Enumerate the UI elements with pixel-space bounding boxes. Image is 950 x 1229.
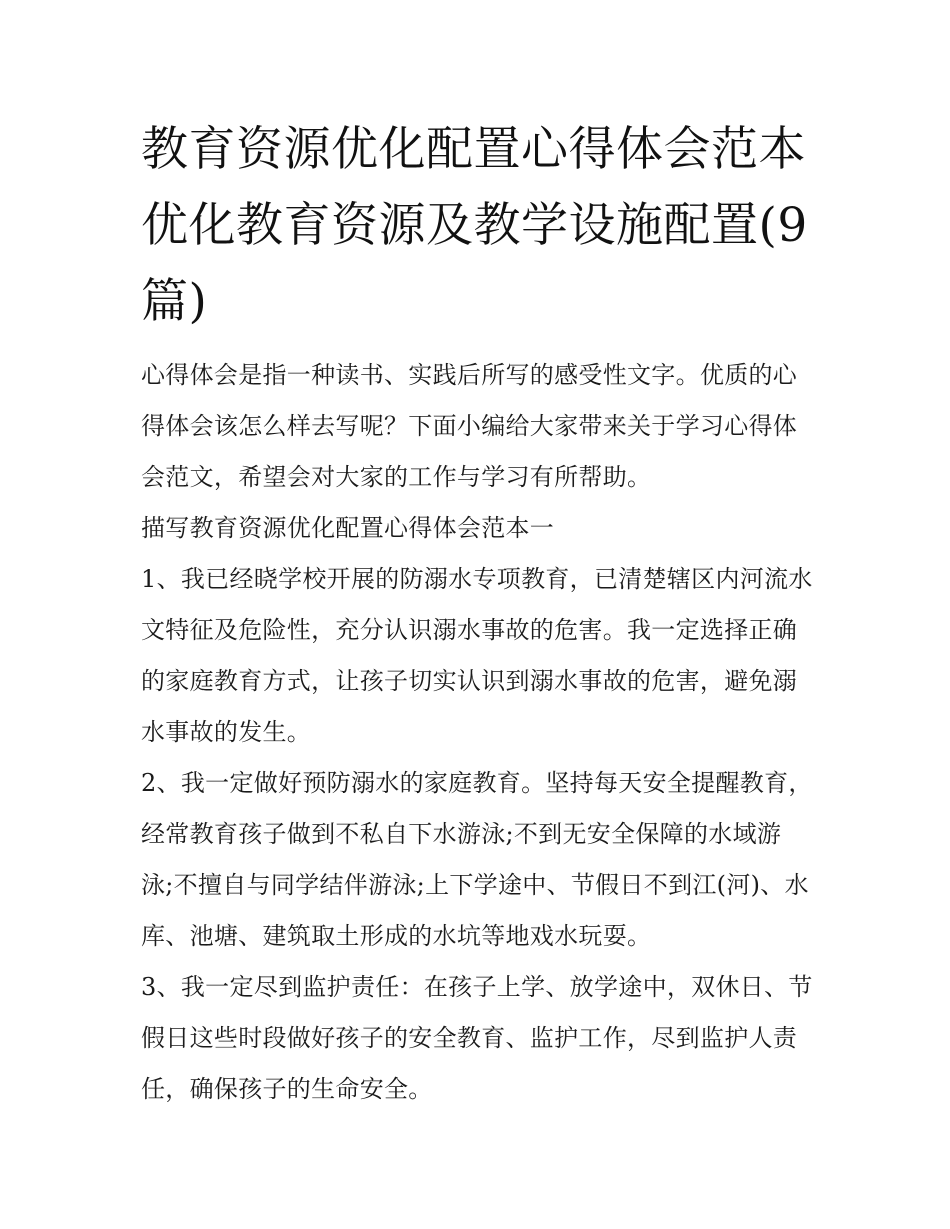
list-item: 3、我一定尽到监护责任：在孩子上学、放学途中，双休日、节假日这些时段做好孩子的安全教育、监护工作，尽到监护人责任，确保孩子的生命安全。 — [141, 973, 813, 1103]
list-item: 2、我一定做好预防溺水的家庭教育。坚持每天安全提醒教育，经常教育孩子做到不私自下水游泳;不到无安全保障的水域游泳;不擅自与同学结伴游泳;上下学途中、节假日不到江(河)、水库、池塘、建筑取土形成的水坑等地戏水玩耍。 — [141, 769, 813, 950]
section-heading: 描写教育资源优化配置心得体会范本一 — [141, 514, 555, 542]
document-title: 教育资源优化配置心得体会范本 优化教育资源及教学设施配置(9篇) — [141, 122, 808, 329]
document-body — [141, 112, 813, 1115]
list-item: 1、我已经晓学校开展的防溺水专项教育，已清楚辖区内河流水文特征及危险性，充分认识溺水事故的危害。我一定选择正确的家庭教育方式，让孩子切实认识到溺水事故的危害，避免溺水事故的发生。 — [141, 565, 813, 746]
intro-paragraph: 心得体会是指一种读书、实践后所写的感受性文字。优质的心得体会该怎么样去写呢？下面小编给大家带来关于学习心得体会范文，希望会对大家的工作与学习有所帮助。 — [141, 361, 798, 491]
